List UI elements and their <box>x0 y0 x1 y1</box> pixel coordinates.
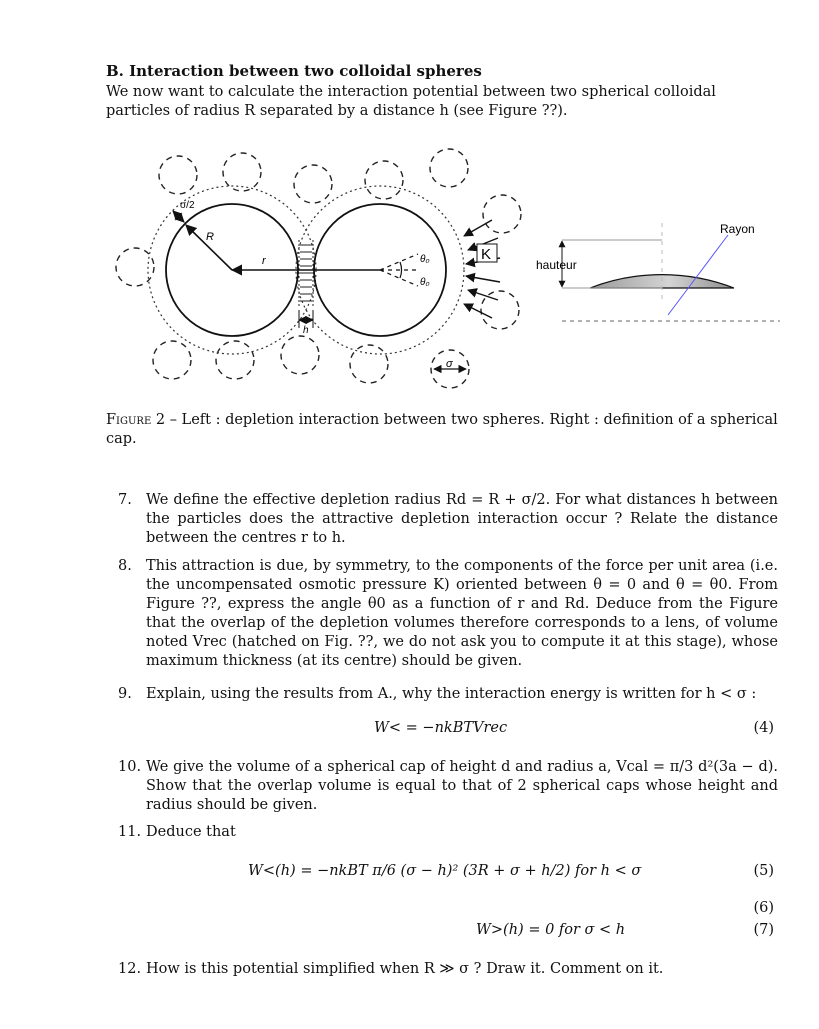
question-7 <box>106 491 778 548</box>
overlap-lens-hatching <box>300 245 312 301</box>
equation-tag: (4) <box>753 720 774 736</box>
figure-caption <box>106 411 778 449</box>
question-number: 12. <box>118 961 142 977</box>
label-r: r <box>262 255 266 267</box>
depletant-sphere <box>483 195 521 233</box>
equation-expression: W< = −nkBTVrec <box>374 720 508 736</box>
equation-expression: W<(h) = −nkBT π/6 (σ − h)² (3R + σ + h/2) for h < σ <box>248 863 642 879</box>
question-12 <box>106 960 778 979</box>
question-text: How is this potential simplified when R ≫ σ ? Draw it. Comment on it. <box>146 961 664 977</box>
label-K: K <box>481 246 492 263</box>
question-number: 7. <box>118 492 132 508</box>
label-rayon: Rayon <box>720 222 755 236</box>
question-number: 8. <box>118 558 132 574</box>
question-text: Explain, using the results from A., why the interaction energy is written for h < σ : <box>146 686 757 702</box>
label-R: R <box>206 231 214 243</box>
label-h: h <box>303 325 309 336</box>
label-theta0-top: θ₀ <box>420 254 430 265</box>
depletant-sphere <box>216 341 254 379</box>
question-text: This attraction is due, by symmetry, to the components of the force per unit area (i.e. the uncompensated osmotic pressure K) oriented between θ = 0 and θ = θ0. From Figure ??, express the angle θ0 as a function of r and Rd. Deduce from the Figure that the overlap of the depletion volumes therefore corresponds to a lens, of volume noted Vrec (hatched on Fig. ??, we do not ask you to compute it at this stage), whose maximum thickness (at its centre) should be given. <box>146 558 778 669</box>
equation-tag: (6) <box>753 900 774 916</box>
depletant-sphere <box>223 153 261 191</box>
caption-text: – Left : depletion interaction between two spheres. Right : definition of a spherical cap. <box>106 412 778 447</box>
spherical-cap <box>590 275 734 288</box>
depletant-sphere <box>153 341 191 379</box>
equation-7 <box>106 921 778 943</box>
depletant-sphere <box>281 336 319 374</box>
equation-tag: (7) <box>753 922 774 938</box>
question-text: Deduce that <box>146 824 236 840</box>
depletant-sphere <box>430 149 468 187</box>
depletant-spheres <box>116 149 521 388</box>
question-text: We define the effective depletion radius Rd = R + σ/2. For what distances h between the particles does the attractive depletion interaction occur ? Relate the distance between the centres r to h. <box>146 492 778 546</box>
question-10 <box>106 758 778 815</box>
depletant-sphere <box>294 165 332 203</box>
equation-4 <box>106 719 778 741</box>
question-9 <box>106 685 778 704</box>
question-number: 9. <box>118 686 132 702</box>
section-intro: We now want to calculate the interaction potential between two spherical colloidal particles of radius R separated by a distance h (see Figure ??). <box>106 84 716 119</box>
depletant-sphere <box>159 156 197 194</box>
label-theta0-bottom: θ₀ <box>420 277 430 288</box>
question-8 <box>106 557 778 671</box>
label-hauteur: hauteur <box>536 258 577 272</box>
equation-expression: W>(h) = 0 for σ < h <box>476 922 626 938</box>
question-number: 10. <box>118 759 142 775</box>
equation-tag: (5) <box>753 863 774 879</box>
question-11 <box>106 823 778 842</box>
question-number: 11. <box>118 824 142 840</box>
label-sigma: σ <box>446 358 453 370</box>
figure-2 <box>100 140 790 400</box>
section-heading: B. Interaction between two colloidal spheres <box>106 62 482 80</box>
caption-label: Figure 2 <box>106 412 166 428</box>
label-sigma-half: σ/2 <box>180 200 195 211</box>
equation-6 <box>106 899 778 921</box>
depletant-sphere <box>365 161 403 199</box>
equation-5 <box>106 862 778 884</box>
question-text: We give the volume of a spherical cap of height d and radius a, Vcal = π/3 d²(3a − d). Show that the overlap volume is equal to that of 2 spherical caps whose height and radius should be given. <box>146 759 778 813</box>
